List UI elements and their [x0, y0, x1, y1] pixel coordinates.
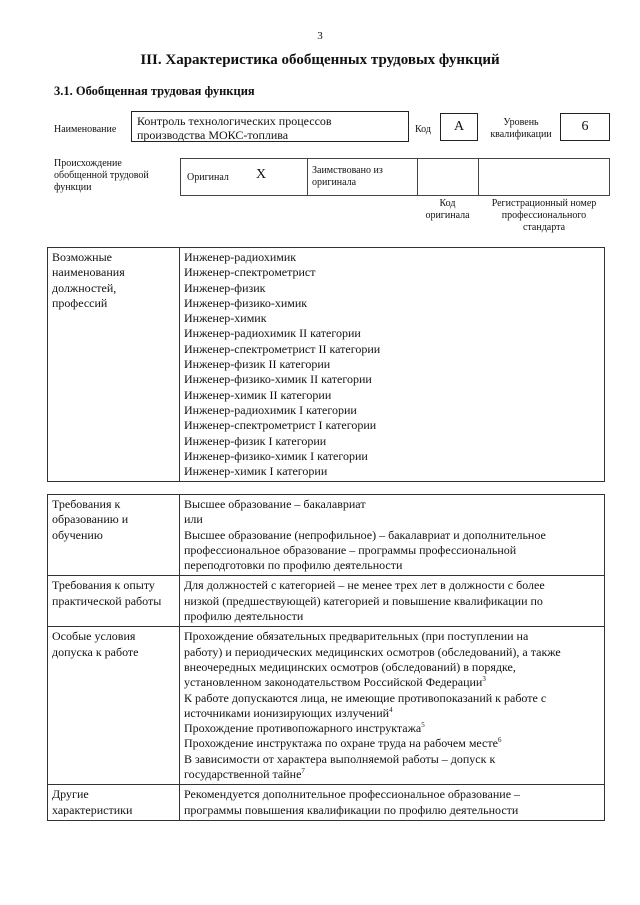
experience-line: профилю деятельности [184, 609, 304, 624]
origin-divider-3 [417, 158, 418, 196]
level-label-line1: Уровень [503, 117, 539, 128]
positions-label-line: Возможные [52, 250, 112, 264]
special-line: Прохождение обязательных предварительных (при поступлении на [184, 629, 529, 644]
reg-number-line1: Регистрационный номер [491, 198, 597, 209]
special-line-text: государственной тайне [184, 767, 302, 782]
special-line [184, 736, 600, 751]
code-original-line1: Код [439, 198, 456, 209]
origin-divider-5 [609, 158, 610, 196]
other-label-cell [48, 785, 180, 821]
experience-line: низкой (предшествующей) категорией и повышение квалификации по [184, 593, 543, 608]
special-line-text: источниками ионизирующих излучений [184, 705, 390, 720]
other-line: программы повышения квалификации по профилю деятельности [184, 802, 519, 817]
level-value-box [560, 113, 610, 141]
origin-top-border [180, 158, 610, 159]
other-label-line: характеристики [52, 802, 133, 817]
reg-number-line3: стандарта [522, 222, 566, 233]
position-item: Инженер-физико-химик [184, 295, 308, 310]
education-line: переподготовки по профилю деятельности [184, 558, 403, 573]
experience-label-line: практической работы [52, 593, 162, 608]
education-label-line: обучению [52, 527, 103, 542]
name-value-box [131, 111, 409, 142]
position-item: Инженер-химик [184, 311, 267, 326]
origin-divider-4 [478, 158, 479, 196]
name-value-line1: Контроль технологических процессов [137, 114, 332, 128]
footnote-ref: 7 [301, 767, 305, 776]
other-row [48, 785, 605, 821]
special-line-text: Прохождение противопожарного инструктажа [184, 721, 422, 736]
special-line: внеочередных медицинских осмотров (обследований) в порядке, [184, 659, 516, 674]
special-label-cell [48, 627, 180, 785]
level-value: 6 [581, 119, 589, 134]
name-value-line2: производства МОКС-топлива [137, 128, 289, 142]
footnote-ref: 5 [421, 721, 425, 730]
original-label: Оригинал [187, 172, 229, 183]
section-title: III. Характеристика обобщенных трудовых функций [140, 52, 500, 68]
special-line [184, 706, 600, 721]
position-item: Инженер-радиохимик [184, 250, 297, 264]
special-label-line: Особые условия [52, 629, 136, 644]
borrowed-label-line1: Заимствовано из [312, 165, 383, 176]
requirements-table [47, 494, 605, 821]
positions-list-cell [180, 248, 605, 482]
other-value-cell [180, 785, 605, 821]
footnote-ref: 6 [497, 736, 502, 745]
borrowed-label [312, 165, 383, 189]
special-line [184, 675, 600, 690]
education-line: или [184, 512, 203, 527]
positions-label-line: должностей, [52, 280, 117, 295]
other-line: Рекомендуется дополнительное профессиональное образование – [184, 787, 521, 802]
positions-row [48, 248, 605, 482]
education-row [48, 495, 605, 576]
origin-label-line2: обобщенной трудовой [54, 170, 149, 181]
origin-bottom-border [180, 195, 610, 196]
position-item: Инженер-физик [184, 280, 266, 295]
experience-line: Для должностей с категорией – не менее трех лет в должности с более [184, 578, 545, 593]
origin-label-line1: Происхождение [54, 158, 122, 169]
special-conditions-row [48, 627, 605, 785]
experience-label-line: Требования к опыту [52, 578, 155, 593]
subsection-title: 3.1. Обобщенная трудовая функция [54, 84, 255, 98]
education-line: Высшее образование (непрофильное) – бакалавриат и дополнительное [184, 527, 546, 542]
education-label-line: образованию и [52, 512, 129, 527]
experience-row [48, 576, 605, 627]
footnote-ref: 3 [482, 675, 486, 684]
code-original-caption [417, 198, 478, 222]
position-item: Инженер-химик II категории [184, 387, 332, 402]
special-line: работу) и периодических медицинских осмотров (обследований), а также [184, 644, 561, 659]
position-item: Инженер-физико-химик II категории [184, 372, 372, 387]
code-original-line2: оригинала [425, 210, 470, 221]
other-label-line: Другие [52, 787, 89, 802]
page-number: 3 [317, 30, 323, 42]
origin-label-line3: функции [54, 182, 92, 193]
special-line [184, 767, 600, 782]
level-label [484, 117, 558, 141]
reg-number-line2: профессионального [501, 210, 587, 221]
experience-value-cell [180, 576, 605, 627]
education-label-line: Требования к [52, 497, 121, 511]
position-item: Инженер-физико-химик I категории [184, 448, 368, 463]
position-item: Инженер-химик I категории [184, 464, 328, 479]
name-label: Наименование [54, 124, 117, 135]
special-line [184, 721, 600, 736]
positions-label-cell [48, 248, 180, 482]
code-value: А [453, 119, 465, 134]
education-line: профессиональное образование – программы профессиональной [184, 542, 517, 557]
special-line: В зависимости от характера выполняемой работы – допуск к [184, 751, 496, 766]
position-item: Инженер-физик I категории [184, 433, 327, 448]
education-value-cell [180, 495, 605, 576]
code-label: Код [415, 124, 431, 135]
special-line-text: установленном законодательством Российской Федерации [184, 675, 483, 690]
position-item: Инженер-радиохимик II категории [184, 326, 361, 341]
positions-label-line: профессий [52, 295, 108, 310]
positions-table [47, 247, 605, 482]
borrowed-label-line2: оригинала [312, 177, 357, 188]
level-label-line2: квалификации [490, 129, 552, 140]
code-value-box [440, 113, 478, 141]
education-line: Высшее образование – бакалавриат [184, 497, 366, 511]
origin-divider-2 [307, 158, 308, 196]
special-value-cell [180, 627, 605, 785]
origin-divider-1 [180, 158, 181, 196]
origin-label [54, 158, 149, 194]
position-item: Инженер-спектрометрист II категории [184, 341, 381, 356]
special-line: К работе допускаются лица, не имеющие противопоказаний к работе с [184, 690, 547, 705]
footnote-ref: 4 [389, 705, 393, 714]
education-label-cell [48, 495, 180, 576]
reg-number-caption [478, 198, 610, 234]
special-label-line: допуска к работе [52, 644, 139, 659]
original-mark: X [256, 167, 267, 182]
position-item: Инженер-спектрометрист I категории [184, 418, 377, 433]
positions-label-line: наименования [52, 265, 125, 280]
position-item: Инженер-физик II категории [184, 357, 331, 372]
position-item: Инженер-спектрометрист [184, 265, 316, 280]
special-line-text: Прохождение инструктажа по охране труда на рабочем месте [184, 736, 498, 751]
position-item: Инженер-радиохимик I категории [184, 402, 357, 417]
experience-label-cell [48, 576, 180, 627]
